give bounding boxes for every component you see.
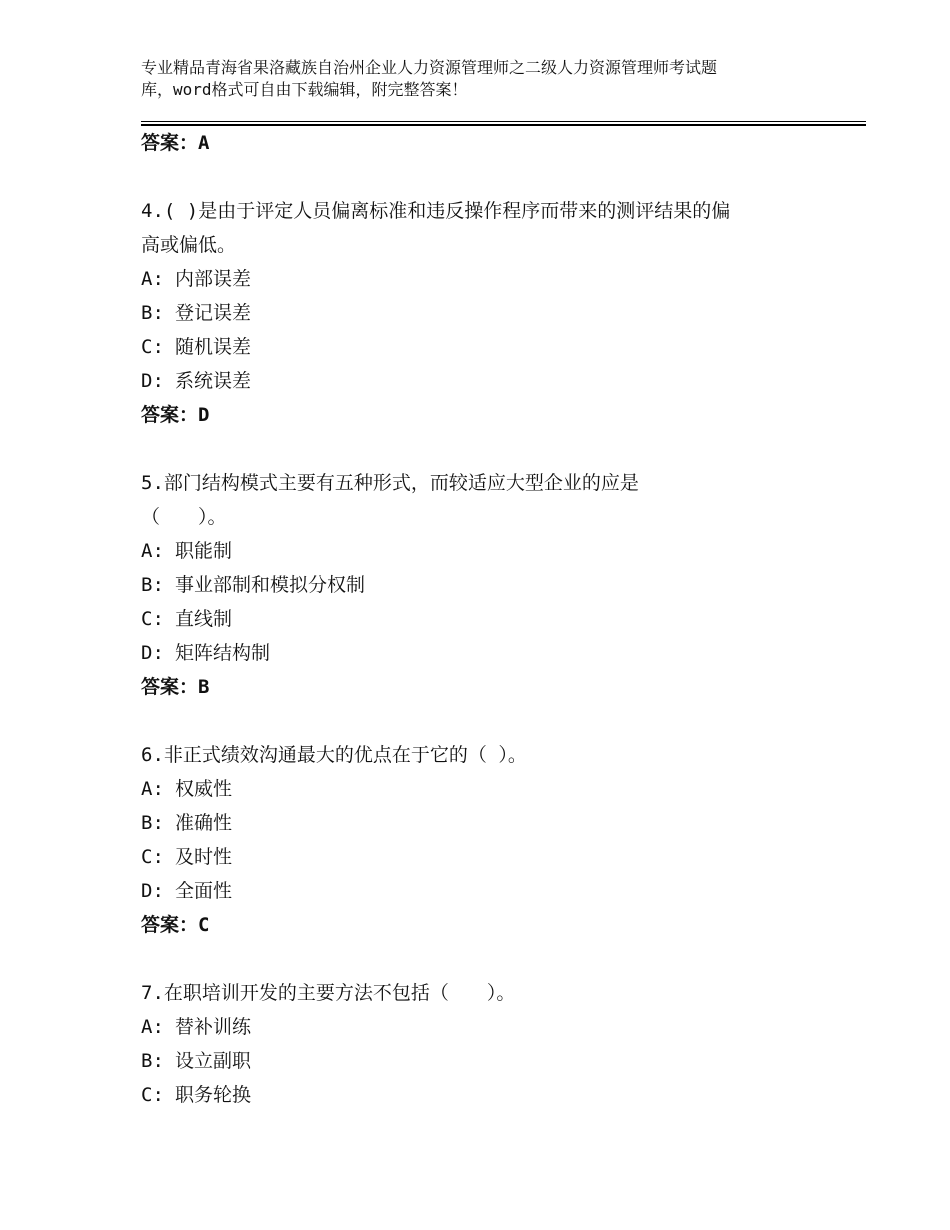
question-stem-line: 4.( )是由于评定人员偏离标准和违反操作程序而带来的测评结果的偏 — [141, 200, 731, 222]
option-label: B: — [141, 574, 164, 596]
question-stem — [141, 976, 861, 1010]
option-c — [141, 330, 861, 364]
option-text: 设立副职 — [175, 1050, 252, 1072]
option-text: 全面性 — [175, 880, 233, 902]
option-label: D: — [141, 642, 164, 664]
option-text: 系统误差 — [175, 370, 252, 392]
question-item — [141, 466, 861, 704]
option-label: B: — [141, 812, 164, 834]
option-b — [141, 296, 861, 330]
question-stem — [141, 466, 861, 534]
option-text: 职务轮换 — [175, 1084, 252, 1106]
option-text: 及时性 — [175, 846, 233, 868]
option-text: 事业部制和模拟分权制 — [175, 574, 366, 596]
answer-line: 答案：A — [141, 132, 210, 154]
question-stem-line: 高或偏低。 — [141, 234, 237, 256]
option-label: A: — [141, 540, 164, 562]
question-stem-line: 7.在职培训开发的主要方法不包括（ ）。 — [141, 982, 516, 1004]
question-stem-line: 6.非正式绩效沟通最大的优点在于它的（ ）。 — [141, 744, 527, 766]
option-label: A: — [141, 778, 164, 800]
page-header — [141, 57, 831, 101]
option-label: C: — [141, 608, 164, 630]
question-stem-line: （ ）。 — [141, 506, 227, 528]
question-item — [141, 738, 861, 942]
header-line-2: 库，word格式可自由下载编辑，附完整答案！ — [141, 80, 468, 99]
header-rule-thin — [141, 121, 866, 122]
option-text: 登记误差 — [175, 302, 252, 324]
option-text: 矩阵结构制 — [175, 642, 271, 664]
option-label: C: — [141, 1084, 164, 1106]
option-text: 准确性 — [175, 812, 233, 834]
option-label: A: — [141, 1016, 164, 1038]
header-line-1: 专业精品青海省果洛藏族自治州企业人力资源管理师之二级人力资源管理师考试题 — [141, 58, 718, 77]
option-text: 职能制 — [175, 540, 233, 562]
option-label: A: — [141, 268, 164, 290]
option-c — [141, 602, 861, 636]
option-label: B: — [141, 1050, 164, 1072]
question-stem — [141, 738, 861, 772]
option-b — [141, 568, 861, 602]
option-d — [141, 874, 861, 908]
option-text: 随机误差 — [175, 336, 252, 358]
option-text: 内部误差 — [175, 268, 252, 290]
question-list — [141, 126, 861, 1112]
option-d — [141, 636, 861, 670]
option-label: D: — [141, 880, 164, 902]
question-item — [141, 976, 861, 1112]
option-label: C: — [141, 336, 164, 358]
question-stem — [141, 194, 861, 262]
answer-line: 答案：B — [141, 676, 210, 698]
option-b — [141, 806, 861, 840]
option-text: 权威性 — [175, 778, 233, 800]
option-b — [141, 1044, 861, 1078]
answer-line: 答案：D — [141, 404, 210, 426]
question-item — [141, 194, 861, 432]
option-label: D: — [141, 370, 164, 392]
question-stem-line: 5.部门结构模式主要有五种形式，而较适应大型企业的应是 — [141, 472, 639, 494]
option-text: 替补训练 — [175, 1016, 252, 1038]
option-text: 直线制 — [175, 608, 233, 630]
option-a — [141, 772, 861, 806]
option-label: C: — [141, 846, 164, 868]
option-d — [141, 364, 861, 398]
option-a — [141, 262, 861, 296]
option-a — [141, 534, 861, 568]
answer-line: 答案：C — [141, 914, 210, 936]
option-c — [141, 840, 861, 874]
option-label: B: — [141, 302, 164, 324]
option-a — [141, 1010, 861, 1044]
option-c — [141, 1078, 861, 1112]
